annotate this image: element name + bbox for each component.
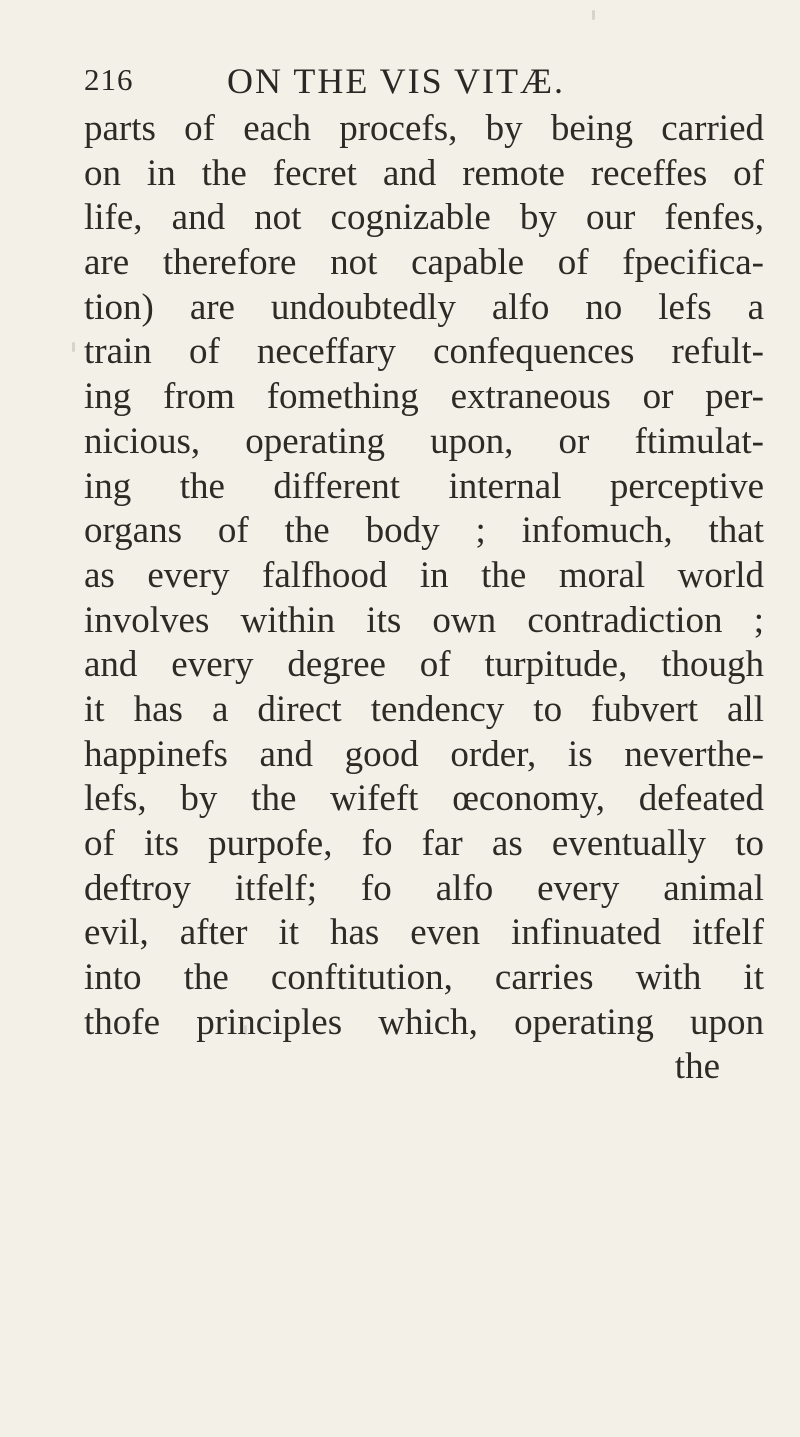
text-line: parts of each procefs, by being carried xyxy=(84,108,764,149)
text-line: ing the different internal perceptive xyxy=(84,465,764,507)
text-line: of its purpofe, fo far as eventually to xyxy=(84,823,764,864)
text-line: evil, after it has even infinuated itfelf xyxy=(84,912,764,954)
text-line: into the conftitution, carries with it xyxy=(84,957,764,999)
text-line: as every falfhood in the moral world xyxy=(84,554,764,596)
text-line: are therefore not capable of fpecifica- xyxy=(84,242,764,284)
body-text xyxy=(84,107,764,1090)
text-line: train of neceffary confequences refult- xyxy=(84,331,764,373)
text-line: lefs, by the wifeft œconomy, defeated xyxy=(84,778,764,820)
text-line: involves within its own contradiction ; xyxy=(84,599,764,641)
text-line: organs of the body ; infomuch, that xyxy=(84,510,764,552)
text-line: happinefs and good order, is neverthe- xyxy=(84,733,764,775)
text-line: it has a direct tendency to fubvert all xyxy=(84,688,764,730)
page-header xyxy=(84,56,704,104)
catchword: the xyxy=(674,1046,720,1088)
paper-speck xyxy=(244,1025,247,1035)
text-line: and every degree of turpitude, though xyxy=(84,644,764,686)
text-line: on in the fecret and remote receffes of xyxy=(84,152,764,194)
paper-speck xyxy=(72,342,75,352)
text-line: deftroy itfelf; fo alfo every animal xyxy=(84,867,764,909)
text-line: thofe principles which, operating upon xyxy=(84,1001,764,1043)
running-title: ON THE VIS VITÆ. xyxy=(227,61,566,101)
page-number: 216 xyxy=(84,62,134,97)
text-line: nicious, operating upon, or ftimulat- xyxy=(84,420,764,462)
text-line: ing from fomething extraneous or per- xyxy=(84,376,764,418)
paper-speck xyxy=(592,10,595,20)
text-line: life, and not cognizable by our fenfes, xyxy=(84,197,764,239)
text-line: tion) are undoubtedly alfo no lefs a xyxy=(84,286,764,328)
